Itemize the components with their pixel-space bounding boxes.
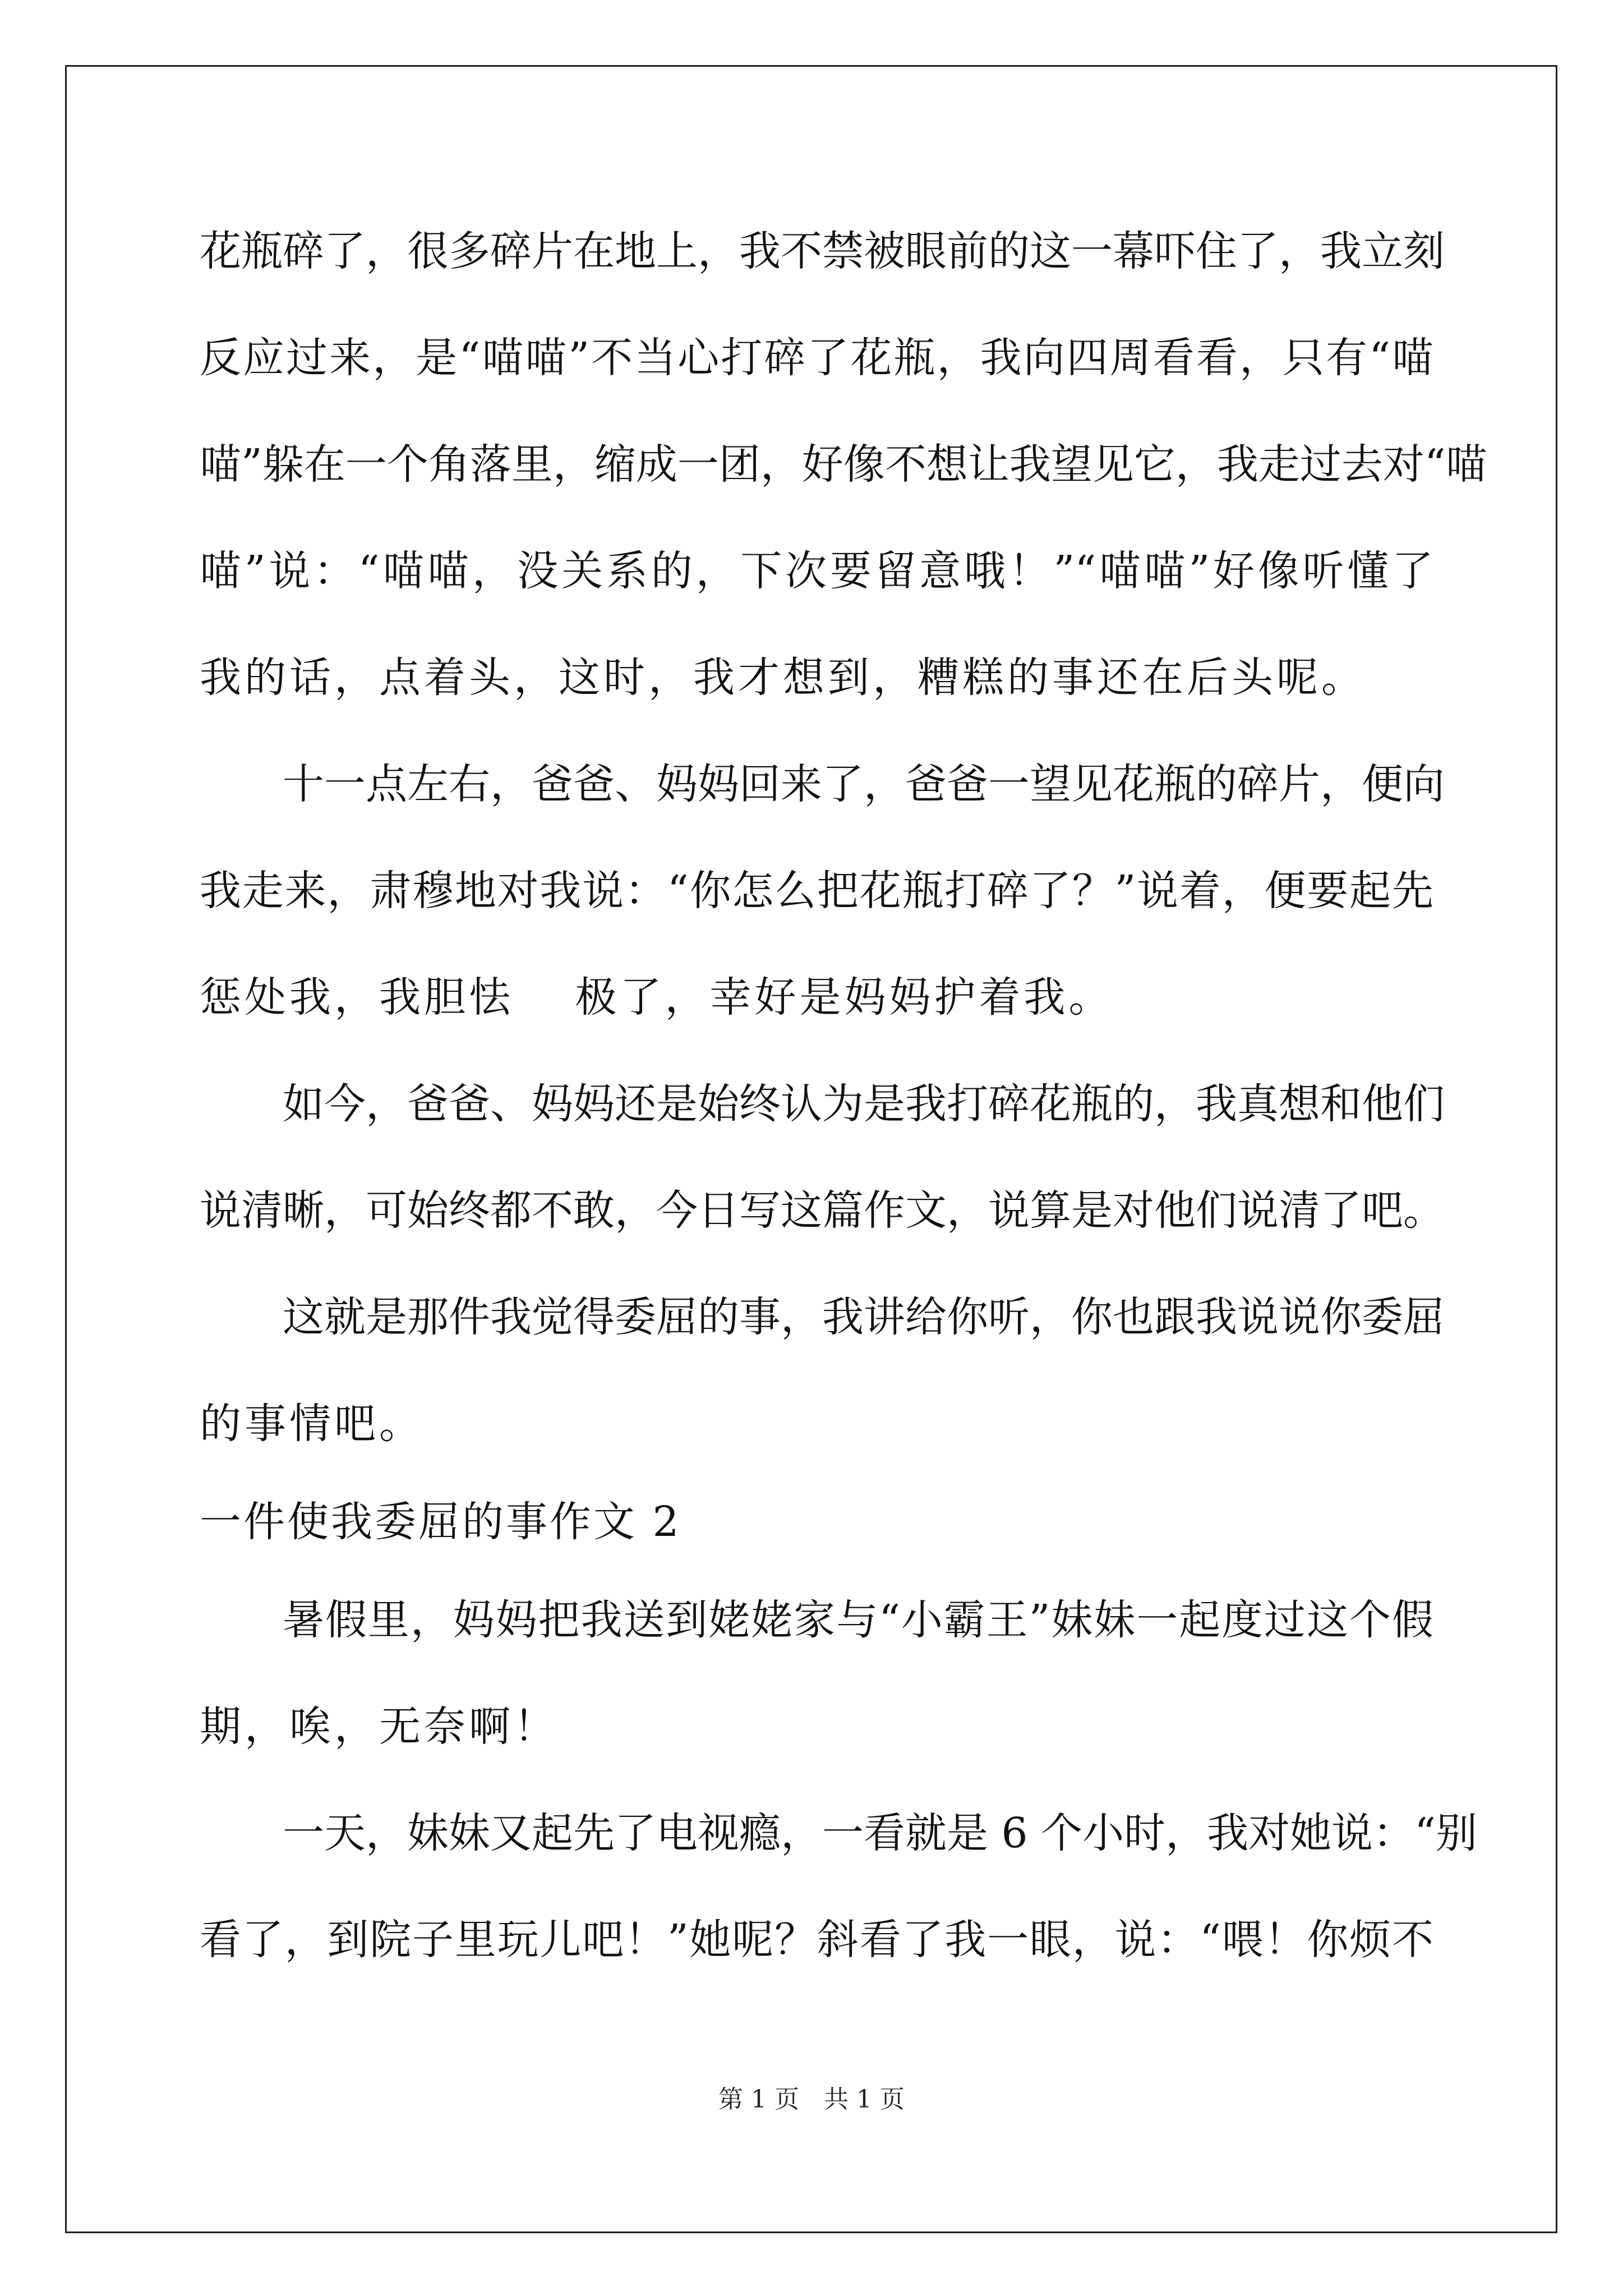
page-number-footer: 第 1 页 共 1 页	[718, 2085, 905, 2114]
section-heading: 一件使我委屈的事作文 2	[200, 1498, 681, 1546]
paragraph-line: 这就是那件我觉得委屈的事，我讲给你听，你也跟我说说你委屈	[283, 1293, 1445, 1341]
paragraph-line: 暑假里，妈妈把我送到姥姥家与“小霸王”妹妹一起度过这个假	[283, 1596, 1433, 1644]
paragraph-line: 的事情吧。	[200, 1400, 424, 1448]
paragraph-line: 如今，爸爸、妈妈还是始终认为是我打碎花瓶的，我真想和他们	[283, 1080, 1445, 1128]
paragraph-line: 反应过来，是“喵喵”不当心打碎了花瓶，我向四周看看，只有“喵	[200, 334, 1433, 382]
paragraph-line: 十一点左右，爸爸、妈妈回来了，爸爸一望见花瓶的碎片，便向	[283, 760, 1445, 808]
paragraph-line: 我走来，肃穆地对我说：“你怎么把花瓶打碎了？”说着，便要起先	[200, 867, 1433, 915]
paragraph-line: 喵”躲在一个角落里，缩成一团，好像不想让我望见它，我走过去对“喵	[200, 440, 1487, 489]
paragraph-line: 说清晰，可始终都不敢，今日写这篇作文，说算是对他们说清了吧。	[200, 1186, 1445, 1235]
paragraph-line: 花瓶碎了，很多碎片在地上，我不禁被眼前的这一幕吓住了，我立刻	[200, 227, 1445, 275]
page-border	[65, 65, 1557, 2233]
paragraph-line: 惩处我，我胆怯 极了，幸好是妈妈护着我。	[200, 973, 1114, 1022]
paragraph-line: 我的话，点着头，这时，我才想到，糟糕的事还在后头呢。	[200, 654, 1366, 702]
paragraph-line: 喵”说：“喵喵，没关系的，下次要留意哦！”“喵喵”好像听懂了	[200, 547, 1433, 595]
paragraph-line: 期，唉，无奈啊！	[200, 1703, 559, 1751]
paragraph-line: 一天，妹妹又起先了电视瘾，一看就是 6 个小时，我对她说：“别	[283, 1809, 1477, 1857]
paragraph-line: 看了，到院子里玩儿吧！”她呢？斜看了我一眼，说：“喂！你烦不	[200, 1916, 1433, 1964]
